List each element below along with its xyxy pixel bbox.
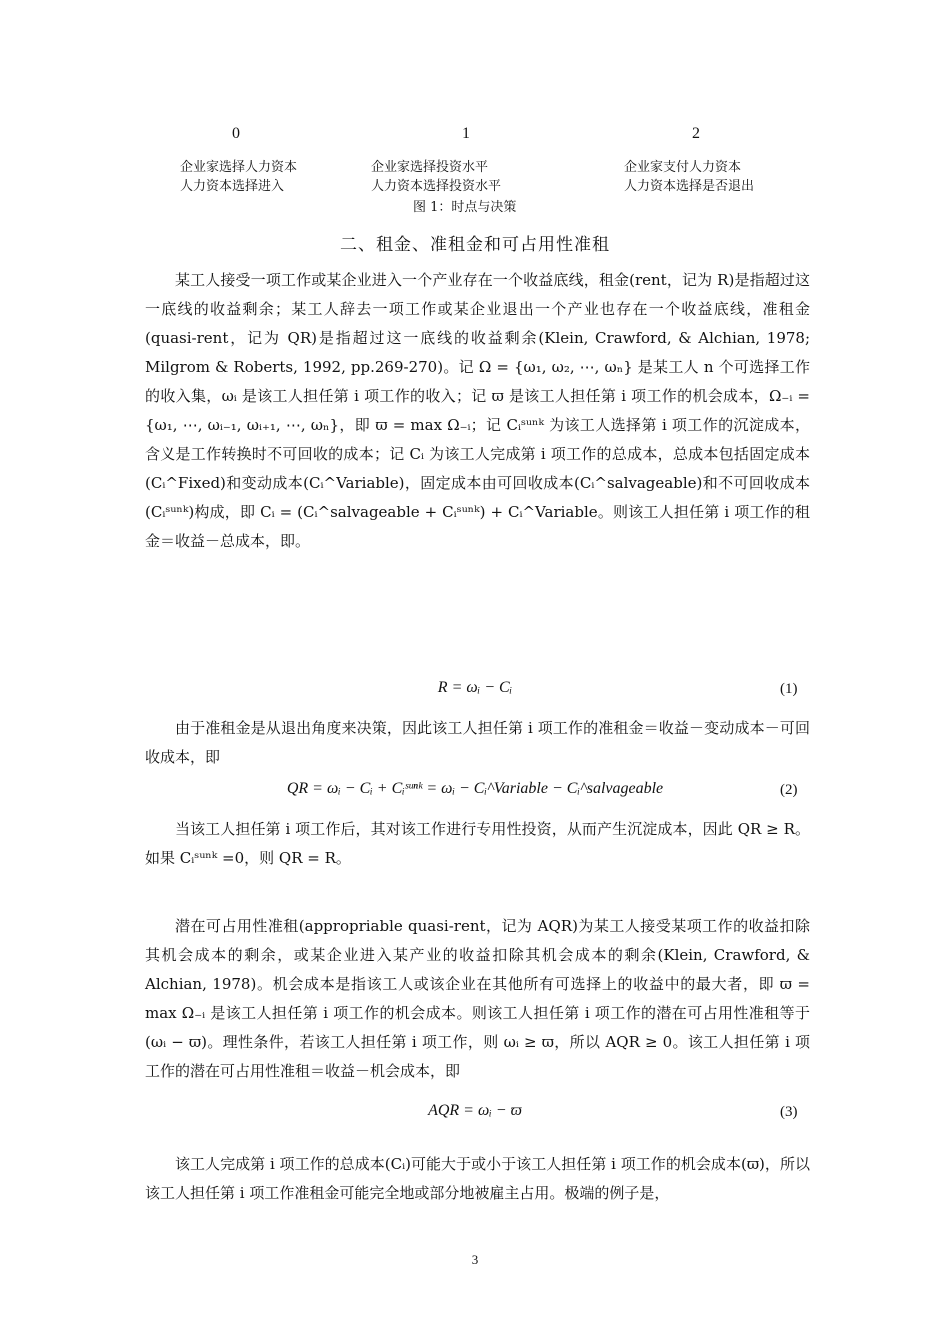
timeline-label-2-line1: 企业家支付人力资本	[624, 160, 742, 175]
paragraph-quasi-rent: 由于准租金是从退出角度来决策，因此该工人担任第 i 项工作的准租金＝收益－变动成本－可回收成本，即	[145, 719, 810, 766]
timeline-point-0: 0	[232, 125, 240, 142]
figure-caption: 图 1：时点与决策	[413, 200, 517, 215]
timeline-label-0-line2: 人力资本选择进入	[180, 179, 285, 194]
equation-1: R = ωᵢ − Cᵢ	[437, 679, 513, 696]
timeline-label-0-line1: 企业家选择人力资本	[180, 160, 298, 175]
timeline-label-2-line2: 人力资本选择是否退出	[624, 179, 755, 194]
page-number: 3	[471, 1252, 479, 1267]
paragraph-total-cost: 该工人完成第 i 项工作的总成本(Cᵢ)可能大于或小于该工人担任第 i 项工作的机会成本(ϖ)，所以该工人担任第 i 项工作准租金可能完全地或部分地被雇主占用。极端的例子是，	[145, 1155, 810, 1202]
paragraph-appropriable-quasi-rent: 潜在可占用性准租(appropriable quasi-rent，记为 AQR)为某工人接受某项工作的收益扣除其机会成本的剩余，或某企业进入某产业的收益扣除其机会成本的剩余(Klein, Crawford, & Alchian, 1978)。机会成本是指该工人或该企业在其他所有可选择上的收益中的最大者，即 ϖ = max Ω₋ᵢ 是该工人担任第 i 项工作的机会成本。则该工人担任第 i 项工作的潜在可占用性准租等于(ωᵢ − ϖ)。理性条件，若该工人担任第 i 项工作，则 ωᵢ ≥ ϖ，所以 AQR ≥ 0。该工人担任第 i 项工作的潜在可占用性准租＝收益－机会成本，即	[145, 917, 810, 1080]
timeline-label-0	[180, 158, 297, 196]
paragraph-sunk-cost: 当该工人担任第 i 项工作后，其对该工作进行专用性投资，从而产生沉淀成本，因此 QR ≥ R。如果 Cᵢˢᵘⁿᵏ =0，则 QR = R。	[145, 820, 810, 867]
timeline-point-2: 2	[692, 125, 700, 142]
equation-2: QR = ωᵢ − Cᵢ + Cᵢˢᵘⁿᵏ = ωᵢ − Cᵢ^Variable − Cᵢ^salvageable	[286, 780, 664, 797]
paragraph-rent-definitions: 某工人接受一项工作或某企业进入一个产业存在一个收益底线，租金(rent，记为 R)是指超过这一底线的收益剩余；某工人辞去一项工作或某企业退出一个产业也存在一个收益底线，准租金(quasi-rent，记为 QR)是指超过这一底线的收益剩余(Klein, Crawford, & Alchian, 1978; Milgrom & Roberts, 1992, pp.269-270)。记 Ω = {ω₁, ω₂, ⋯, ωₙ} 是某工人 n 个可选择工作的收入集，ωᵢ 是该工人担任第 i 项工作的收入；记 ϖ 是该工人担任第 i 项工作的机会成本，Ω₋ᵢ = {ω₁, ⋯, ωᵢ₋₁, ωᵢ₊₁, ⋯, ωₙ}，即 ϖ = max Ω₋ᵢ；记 Cᵢˢᵘⁿᵏ 为该工人选择第 i 项工作的沉淀成本，含义是工作转换时不可回收的成本；记 Cᵢ 为该工人完成第 i 项工作的总成本，总成本包括固定成本(Cᵢ^Fixed)和变动成本(Cᵢ^Variable)，固定成本由可回收成本(Cᵢ^salvageable)和不可回收成本(Cᵢˢᵘⁿᵏ)构成，即 Cᵢ = (Cᵢ^salvageable + Cᵢˢᵘⁿᵏ) + Cᵢ^Variable。则该工人担任第 i 项工作的租金＝收益－总成本，即。	[145, 271, 810, 550]
timeline-label-1-line1: 企业家选择投资水平	[371, 160, 489, 175]
section-heading: 二、租金、准租金和可占用性准租	[340, 235, 610, 255]
timeline-label-1	[371, 158, 501, 196]
equation-3: AQR = ωᵢ − ϖ	[428, 1102, 522, 1119]
equation-1-number: (1)	[780, 681, 798, 697]
equation-3-number: (3)	[780, 1104, 798, 1120]
timeline-point-1: 1	[462, 125, 470, 142]
timeline-label-1-line2: 人力资本选择投资水平	[371, 179, 502, 194]
timeline-label-2	[624, 158, 754, 196]
equation-2-number: (2)	[780, 782, 798, 798]
